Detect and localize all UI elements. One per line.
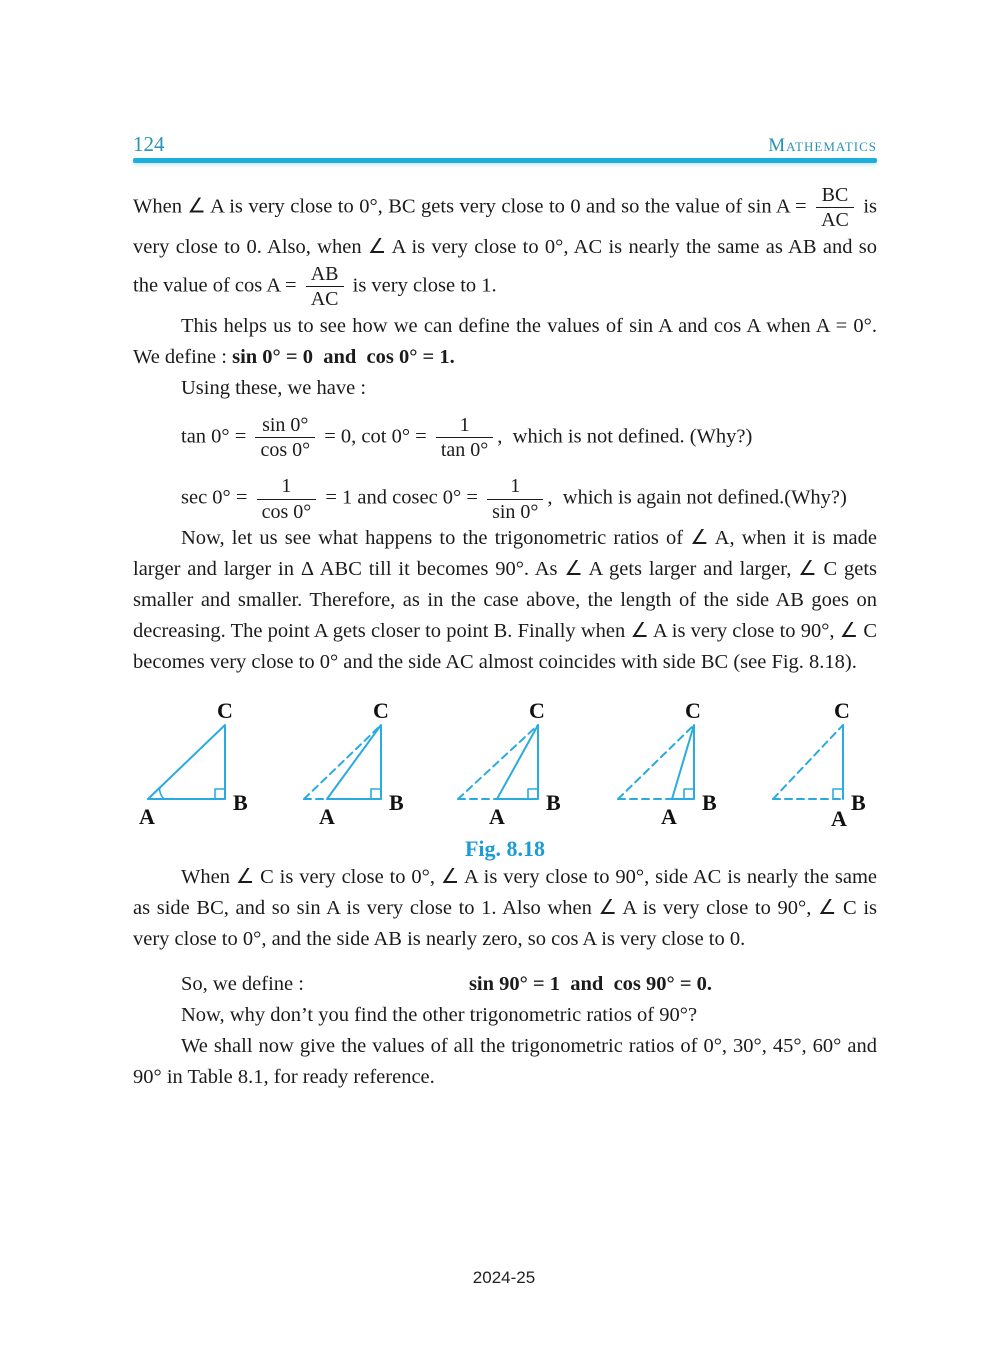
vertex-label-c: C bbox=[373, 698, 389, 724]
paragraph-intro bbox=[133, 184, 877, 311]
text-segment: This helps us to see how we can define the values of sin A and cos A when A = 0°. We define : bbox=[133, 314, 877, 368]
vertex-label-a: A bbox=[139, 804, 155, 830]
vertex-label-a: A bbox=[489, 804, 505, 830]
text-segment: When ∠ A is very close to 0°, BC gets very close to 0 and so the value of sin A = bbox=[133, 195, 813, 218]
fraction-ab-ac: $\frac{AB}{AC}$ bbox=[306, 263, 344, 311]
text-segment: = 1 and cosec 0° = bbox=[320, 486, 484, 509]
paragraph-question: Now, why don’t you find the other trigonometric ratios of 90°? bbox=[181, 1004, 698, 1027]
paragraph-table-ref: We shall now give the values of all the trigonometric ratios of 0°, 30°, 45°, 60° and 90° in Table 8.1, for ready reference. bbox=[133, 1035, 877, 1089]
vertex-label-a: A bbox=[661, 804, 677, 830]
definition-sin-cos-90: sin 90° = 1 and cos 90° = 0. bbox=[468, 973, 713, 996]
text-segment: , which is not defined. (Why?) bbox=[497, 425, 753, 448]
text-segment: sec 0° = bbox=[181, 486, 253, 509]
triangle-3 bbox=[458, 725, 538, 799]
figure-8-18 bbox=[133, 694, 877, 862]
define-label: So, we define : bbox=[181, 973, 304, 996]
fraction-1-tan0: $\frac{1}{\tan 0^\circ}$ bbox=[436, 414, 493, 462]
text-segment: is very close to 1. bbox=[347, 274, 497, 297]
definition-sin-cos-0: sin 0° = 0 and cos 0° = 1. bbox=[232, 345, 455, 368]
vertex-label-c: C bbox=[217, 698, 233, 724]
paragraph-larger: Now, let us see what happens to the trigonometric ratios of ∠ A, when it is made larger and larger in Δ ABC till it becomes 90°. As ∠ A gets larger and larger, ∠ C gets smaller and smaller. Therefore, as in the case above, the length of the side AB goes on decreasing. The point A gets closer to point B. Finally when ∠ A is very close to 90°, ∠ C becomes very close to 0° and the side AC almost coincides with side BC (see Fig. 8.18). bbox=[133, 527, 877, 674]
footer-edition: 2024-25 bbox=[472, 1268, 536, 1287]
text-segment: tan 0° = bbox=[181, 425, 252, 448]
vertex-label-b: B bbox=[851, 790, 866, 816]
vertex-label-c: C bbox=[685, 698, 701, 724]
equation-tan-cot bbox=[133, 414, 877, 462]
page-body bbox=[133, 176, 877, 1093]
fig-8-18-drawing bbox=[133, 694, 877, 832]
triangle-2 bbox=[304, 725, 381, 799]
text-segment: , which is again not defined.(Why?) bbox=[547, 486, 847, 509]
vertex-label-c: C bbox=[529, 698, 545, 724]
fraction-bc-ac: $\frac{BC}{AC}$ bbox=[816, 184, 854, 232]
paragraph-close-90: When ∠ C is very close to 0°, ∠ A is very close to 90°, side AC is nearly the same as side BC, and so sin A is very close to 1. Also when ∠ A is very close to 90°, ∠ C is very close to 0°, and the side AB is nearly zero, so cos A is very close to 0. bbox=[133, 866, 877, 951]
fraction-1-cos0: $\frac{1}{\cos 0^\circ}$ bbox=[257, 475, 317, 523]
vertex-label-b: B bbox=[546, 790, 561, 816]
paragraph-using: Using these, we have : bbox=[181, 376, 367, 399]
vertex-label-a: A bbox=[831, 806, 847, 832]
text-segment: is very close to 0. Also, when ∠ A is very close to 0°, AC is nearly the same as AB and so the value of cos A = bbox=[133, 195, 877, 297]
fraction-1-sin0: $\frac{1}{\sin 0^\circ}$ bbox=[487, 475, 543, 523]
vertex-label-b: B bbox=[702, 790, 717, 816]
vertex-label-b: B bbox=[233, 790, 248, 816]
running-head-title: Mathematics bbox=[768, 135, 877, 156]
equation-sec-cosec bbox=[133, 475, 877, 523]
vertex-label-c: C bbox=[834, 698, 850, 724]
page-number: 124 bbox=[133, 132, 165, 156]
paragraph-define-90 bbox=[133, 969, 877, 1000]
header-rule bbox=[133, 158, 877, 163]
figure-caption: Fig. 8.18 bbox=[464, 836, 546, 862]
paragraph-define-0 bbox=[133, 311, 877, 373]
text-segment: = 0, cot 0° = bbox=[319, 425, 432, 448]
triangle-4 bbox=[618, 725, 694, 799]
vertex-label-b: B bbox=[389, 790, 404, 816]
vertex-label-a: A bbox=[319, 804, 335, 830]
triangle-5 bbox=[773, 725, 843, 799]
page-header bbox=[133, 132, 877, 157]
triangle-1 bbox=[148, 725, 225, 799]
fraction-sin0-cos0: $\frac{\sin 0^\circ}{\cos 0^\circ}$ bbox=[255, 414, 315, 462]
